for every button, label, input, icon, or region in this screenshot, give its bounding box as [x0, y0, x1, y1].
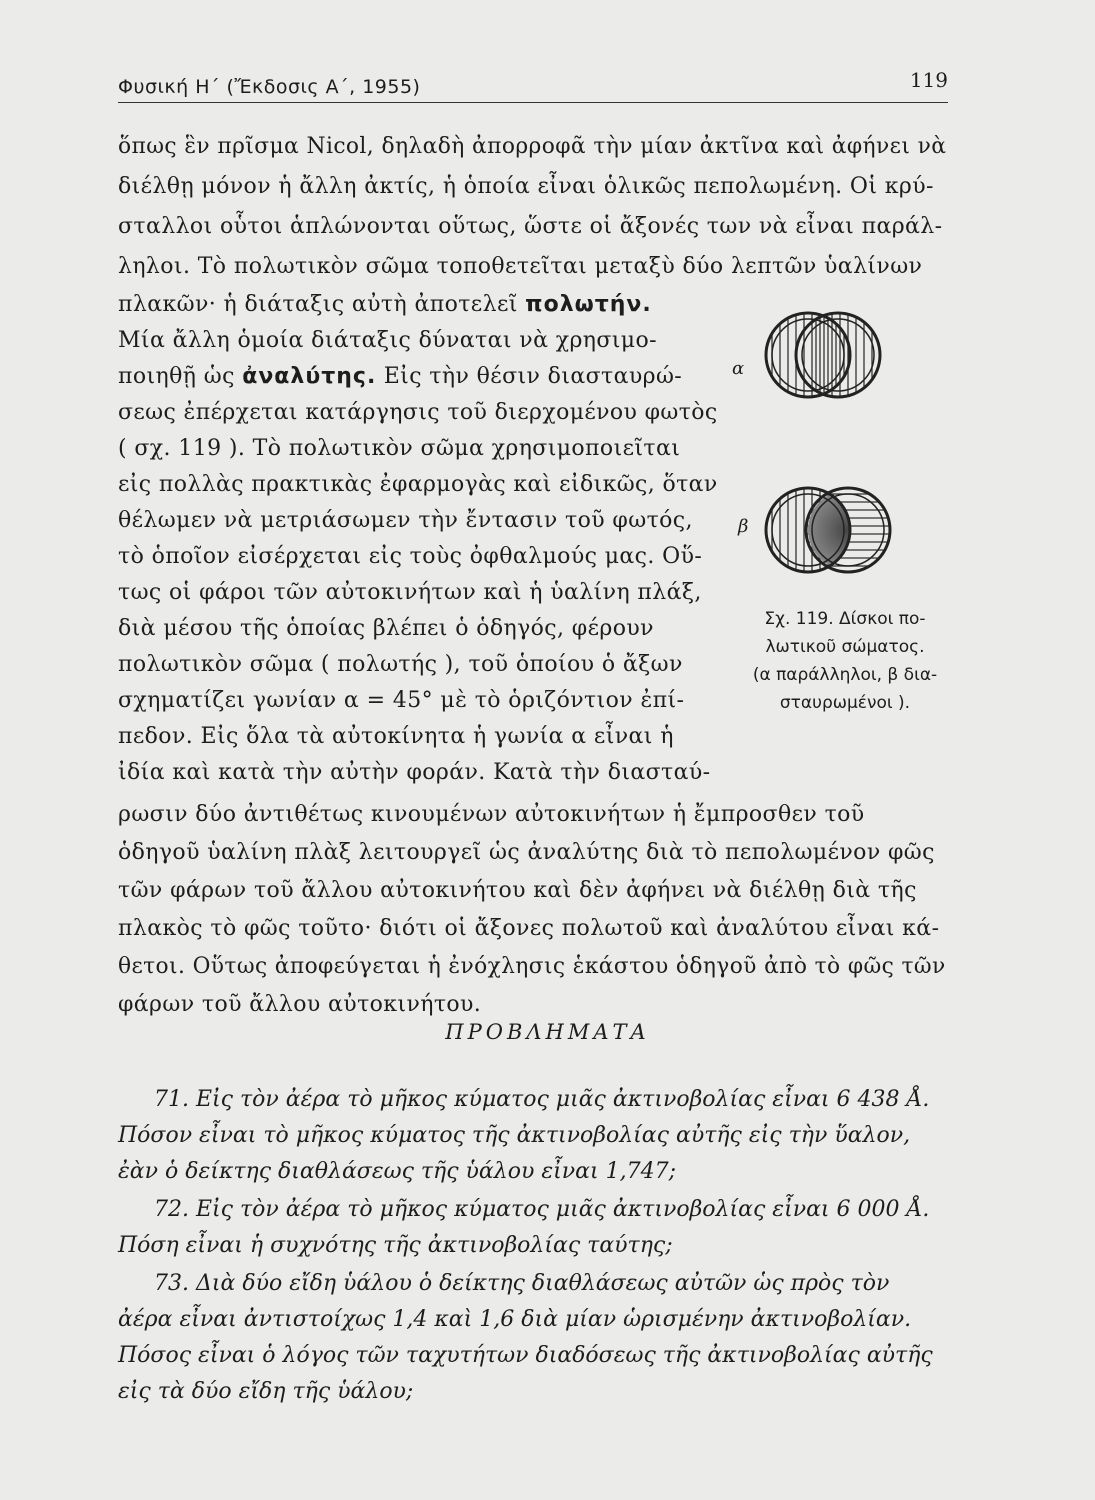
disc-pair-crossed: [766, 450, 900, 610]
body-line: πολωτικὸν σῶμα ( πολωτής ), τοῦ ὁποίου ὁ ἄξων: [118, 652, 683, 677]
body-text: Εἰς τὴν θέσιν διασταυρώ-: [383, 364, 683, 389]
body-line: ληλοι. Τὸ πολωτικὸν σῶμα τοποθετεῖται μεταξὺ δύο λεπτῶν ὑαλίνων: [118, 254, 923, 279]
section-heading-problems: ΠΡΟΒΛΗΜΑΤΑ: [445, 1020, 650, 1044]
body-line: σεως ἐπέρχεται κατάργησις τοῦ διερχομένου φωτὸς: [118, 400, 718, 425]
caption-line: σταυρωμένοι ).: [779, 693, 911, 713]
problem-line: εἰς τὰ δύο εἴδη τῆς ὑάλου;: [118, 1379, 414, 1404]
caption-line: Σχ. 119. Δίσκοι πο-: [764, 609, 926, 629]
body-line: τὸ ὁποῖον εἰσέρχεται εἰς τοὺς ὀφθαλμούς μας. Οὕ-: [118, 544, 703, 569]
body-line: εἰς πολλὰς πρακτικὰς ἐφαρμογὰς καὶ εἰδικῶς, ὅταν: [118, 472, 718, 497]
body-line: διὰ μέσου τῆς ὁποίας βλέπει ὁ ὁδηγός, φέρουν: [118, 616, 654, 641]
problem-line: ἀέρα εἶναι ἀντιστοίχως 1,4 καὶ 1,6 διὰ μίαν ὡρισμένην ἀκτινοβολίαν.: [118, 1307, 912, 1332]
body-line: τως οἱ φάροι τῶν αὐτοκινήτων καὶ ἡ ὑαλίνη πλάξ,: [118, 580, 702, 605]
figure-label-b: β: [738, 516, 749, 537]
body-line: Μία ἄλλη ὁμοία διάταξις δύναται νὰ χρησιμο-: [118, 328, 657, 353]
body-line: σταλλοι οὗτοι ἁπλώνονται οὕτως, ὥστε οἱ ἄξονές των νὰ εἶναι παράλ-: [118, 214, 943, 239]
body-line: φάρων τοῦ ἄλλου αὐτοκινήτου.: [118, 992, 482, 1017]
caption-line: (α παράλληλοι, β δια-: [752, 665, 938, 685]
body-line: ρωσιν δύο ἀντιθέτως κινουμένων αὐτοκινήτων ἡ ἔμπροσθεν τοῦ: [118, 802, 865, 827]
body-line: διέλθῃ μόνον ἡ ἄλλη ἀκτίς, ἡ ὁποία εἶναι ὁλικῶς πεπολωμένη. Οἱ κρύ-: [118, 174, 934, 199]
problem-73: [118, 1266, 946, 1410]
body-line: ὁδηγοῦ ὑαλίνη πλὰξ λειτουργεῖ ὡς ἀναλύτης διὰ τὸ πεπολωμένον φῶς: [118, 840, 935, 865]
caption-line: λωτικοῦ σώματος.: [765, 637, 925, 657]
page-header: [118, 68, 948, 103]
body-line: πλακὸς τὸ φῶς τοῦτο· διότι οἱ ἄξονες πολωτοῦ καὶ ἀναλύτου εἶναι κά-: [118, 916, 940, 941]
problem-line: Πόσος εἶναι ὁ λόγος τῶν ταχυτήτων διαδόσεως τῆς ἀκτινοβολίας αὐτῆς: [118, 1343, 933, 1368]
body-line: θέλωμεν νὰ μετριάσωμεν τὴν ἔντασιν τοῦ φωτός,: [118, 508, 693, 533]
body-line-analyzer: [118, 362, 682, 392]
problem-line: Πόση εἶναι ἡ συχνότης τῆς ἀκτινοβολίας ταύτης;: [118, 1233, 673, 1258]
running-title: Φυσική Η΄ (Ἔκδοσις Α΄, 1955): [118, 76, 421, 98]
body-line: πεδον. Εἰς ὅλα τὰ αὐτοκίνητα ἡ γωνία α εἶναι ἡ: [118, 724, 674, 749]
body-line: θετοι. Οὕτως ἀποφεύγεται ἡ ἐνόχλησις ἑκάστου ὁδηγοῦ ἀπὸ τὸ φῶς τῶν: [118, 954, 946, 979]
body-line: ἰδία καὶ κατὰ τὴν αὐτὴν φοράν. Κατὰ τὴν διασταύ-: [118, 760, 711, 785]
problem-72: [118, 1192, 946, 1264]
problem-line: 71. Εἰς τὸν ἀέρα τὸ μῆκος κύματος μιᾶς ἀκτινοβολίας εἶναι 6 438 Å.: [154, 1087, 930, 1112]
problem-71: [118, 1082, 946, 1190]
body-text: πλακῶν· ἡ διάταξις αὐτὴ ἀποτελεῖ: [118, 292, 518, 317]
disc-pair-parallel: [766, 300, 880, 420]
figure-caption: [740, 605, 950, 717]
body-line: σχηματίζει γωνίαν α = 45° μὲ τὸ ὁριζόντιον ἐπί-: [118, 688, 685, 713]
body-line: ὅπως ἓν πρῖσμα Nicol, δηλαδὴ ἀπορροφᾶ τὴν μίαν ἀκτῖνα καὶ ἀφήνει νὰ: [118, 134, 947, 159]
polarizer-discs-illustration: [720, 300, 950, 610]
problem-line: 73. Διὰ δύο εἴδη ὑάλου ὁ δείκτης διαθλάσεως αὐτῶν ὡς πρὸς τὸν: [154, 1271, 890, 1296]
problem-line: 72. Εἰς τὸν ἀέρα τὸ μῆκος κύματος μιᾶς ἀκτινοβολίας εἶναι 6 000 Å.: [154, 1197, 930, 1222]
body-line-polarizer: [118, 290, 652, 320]
term-analyzer: ἀναλύτης.: [242, 364, 377, 389]
term-polarizer: πολωτήν.: [525, 292, 652, 317]
problem-line: ἐὰν ὁ δείκτης διαθλάσεως τῆς ὑάλου εἶναι 1,747;: [118, 1159, 677, 1184]
problem-line: Πόσον εἶναι τὸ μῆκος κύματος τῆς ἀκτινοβολίας αὐτῆς εἰς τὴν ὕαλον,: [118, 1123, 911, 1148]
body-text: ποιηθῇ ὡς: [118, 364, 235, 389]
page-number: 119: [909, 68, 948, 92]
body-line: ( σχ. 119 ). Τὸ πολωτικὸν σῶμα χρησιμοποιεῖται: [118, 436, 681, 461]
figure-label-a: α: [732, 358, 745, 379]
body-line: τῶν φάρων τοῦ ἄλλου αὐτοκινήτου καὶ δὲν ἀφήνει νὰ διέλθῃ διὰ τῆς: [118, 878, 917, 903]
